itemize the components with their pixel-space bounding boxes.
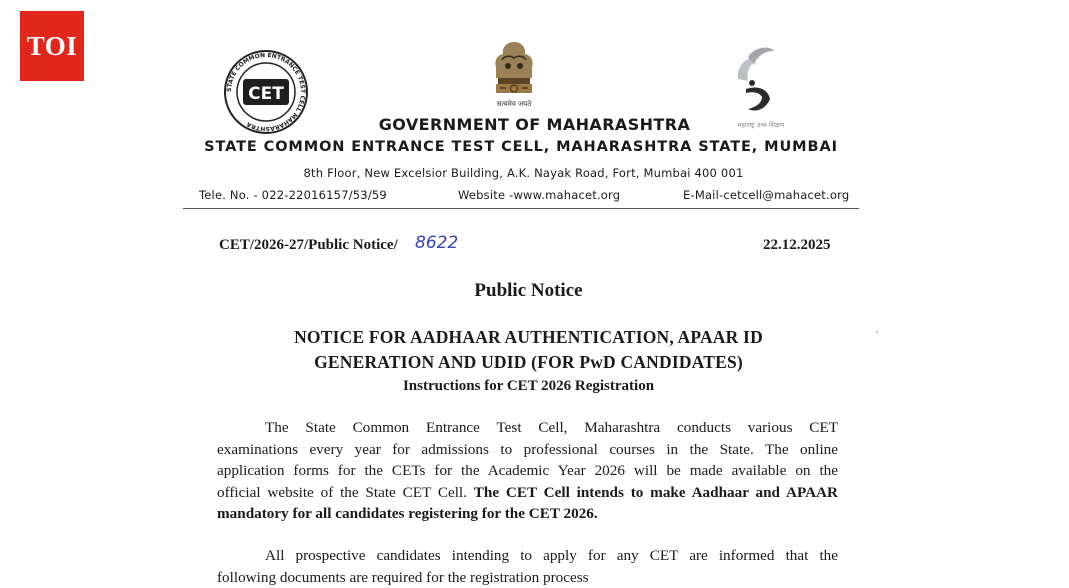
scan-speck <box>876 331 878 333</box>
notice-reference: CET/2026-27/Public Notice/ <box>219 237 398 253</box>
paragraph-2 <box>217 545 838 588</box>
emblem-motto: सत्यमेव जयते <box>496 100 532 108</box>
office-address: 8th Floor, New Excelsior Building, A.K. Nayak Road, Fort, Mumbai 400 001 <box>303 166 744 180</box>
paragraph-2-line: following documents are required for the registration process <box>217 568 589 586</box>
notice-date: 22.12.2025 <box>763 237 831 253</box>
notice-title-line-2: GENERATION AND UDID (FOR PwD CANDIDATES) <box>314 352 743 372</box>
paragraph-1-emphasis: The CET Cell intends to make Aadhaar and APAAR <box>473 483 838 501</box>
government-title: GOVERNMENT OF MAHARASHTRA <box>378 115 691 134</box>
paragraph-1-line: application forms for the CETs for the Academic Year 2026 will be made available on the <box>217 462 838 480</box>
paragraph-1-line <box>217 482 838 504</box>
email-link[interactable]: E-Mail-cetcell@mahacet.org <box>683 188 850 202</box>
paragraph-1-text: official website of the State CET Cell. <box>217 483 474 501</box>
notice-title-line-1: NOTICE FOR AADHAAR AUTHENTICATION, APAAR ID <box>294 327 763 347</box>
cet-ring-text: STATE COMMON ENTRANCE TEST CELL MAHARASHTRA <box>225 51 307 133</box>
paragraph-2-line: All prospective candidates intending to apply for any CET are informed that the <box>265 547 838 564</box>
instructions-subtitle: Instructions for CET 2026 Registration <box>402 378 655 394</box>
shiksha-caption: महाराष्ट्र उच्च शिक्षण <box>737 121 785 129</box>
toi-logo-badge[interactable]: TOI <box>20 11 84 81</box>
phone-number: Tele. No. - 022-22016157/53/59 <box>199 188 387 202</box>
national-emblem <box>488 38 540 114</box>
cet-cell-title: STATE COMMON ENTRANCE TEST CELL, MAHARASHTRA STATE, MUMBAI <box>204 139 838 155</box>
letterhead-divider <box>183 208 859 209</box>
paragraph-1 <box>217 417 838 525</box>
paragraph-1-line: The State Common Entrance Test Cell, Maharashtra conducts various CET <box>265 419 838 436</box>
paragraph-1-line: examinations every year for admissions to professional courses in the State. The online <box>217 440 838 458</box>
cet-logo-text: CET <box>248 84 284 104</box>
website-link[interactable]: Website -www.mahacet.org <box>458 188 621 202</box>
handwritten-reference-number: 8622 <box>415 233 459 253</box>
paragraph-1-emphasis: mandatory for all candidates registering for the CET 2026. <box>217 505 598 523</box>
public-notice-heading: Public Notice <box>474 280 583 301</box>
